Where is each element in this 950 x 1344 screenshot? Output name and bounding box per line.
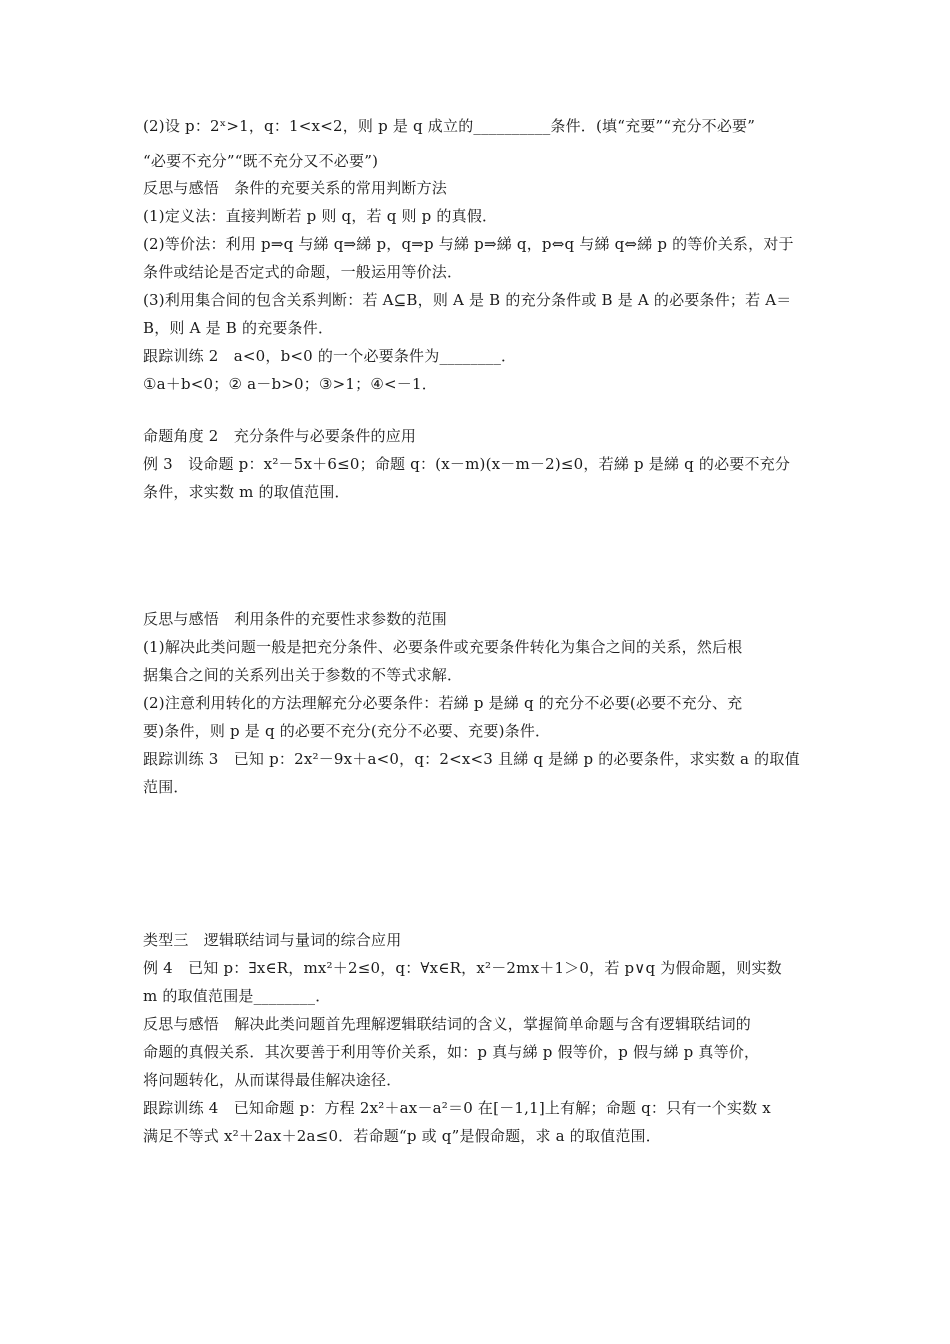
text-line: (2)设 p：2ˣ>1，q：1<x<2，则 p 是 q 成立的__________条件．(填“充要”“充分不必要”	[143, 117, 756, 135]
text-line: 要)条件，则 p 是 q 的必要不充分(充分不必要、充要)条件．	[143, 722, 551, 740]
text-line: 反思与感悟 利用条件的充要性求参数的范围	[143, 610, 448, 628]
text-line: 反思与感悟 解决此类问题首先理解逻辑联结词的含义，掌握简单命题与含有逻辑联结词的	[143, 1015, 752, 1033]
text-line: 据集合之间的关系列出关于参数的不等式求解．	[143, 666, 463, 684]
text-line: 范围．	[143, 778, 189, 796]
text-line: (2)注意利用转化的方法理解充分必要条件：若綈 p 是綈 q 的充分不必要(必要不充分、充	[143, 694, 743, 712]
text-line: 例 4 已知 p：∃x∈R，mx²＋2≤0，q：∀x∈R，x²－2mx＋1＞0，若 p∨q 为假命题，则实数	[143, 959, 782, 977]
text-line: B，则 A 是 B 的充要条件．	[143, 319, 334, 337]
text-line: m 的取值范围是________．	[143, 987, 331, 1005]
text-line: 跟踪训练 3 已知 p：2x²－9x＋a<0，q：2<x<3 且綈 q 是綈 p 的必要条件，求实数 a 的取值	[143, 750, 800, 768]
text-line: 条件或结论是否定式的命题，一般运用等价法．	[143, 263, 463, 281]
text-line: 跟踪训练 2 a<0，b<0 的一个必要条件为________．	[143, 347, 517, 365]
text-line: 命题的真假关系．其次要善于利用等价关系，如：p 真与綈 p 假等价，p 假与綈 p 真等价，	[143, 1043, 760, 1061]
section-heading: 类型三 逻辑联结词与量词的综合应用	[143, 931, 402, 949]
text-line: ①a＋b<0；② a－b>0；③>1；④<－1．	[143, 375, 437, 393]
text-line: 条件，求实数 m 的取值范围．	[143, 483, 350, 501]
text-line: 将问题转化，从而谋得最佳解决途径．	[143, 1071, 402, 1089]
text-line: (2)等价法：利用 p⇒q 与綈 q⇒綈 p，q⇒p 与綈 p⇒綈 q，p⇔q 与綈 q⇔綈 p 的等价关系，对于	[143, 235, 794, 253]
text-line: (1)解决此类问题一般是把充分条件、必要条件或充要条件转化为集合之间的关系，然后根	[143, 638, 743, 656]
text-line: 满足不等式 x²＋2ax＋2a≤0．若命题“p 或 q”是假命题，求 a 的取值范围．	[143, 1127, 661, 1145]
text-line: 跟踪训练 4 已知命题 p：方程 2x²＋ax－a²＝0 在[－1,1]上有解；命题 q：只有一个实数 x	[143, 1099, 771, 1117]
text-line: 反思与感悟 条件的充要关系的常用判断方法	[143, 179, 448, 197]
text-line: (3)利用集合间的包含关系判断：若 A⊆B，则 A 是 B 的充分条件或 B 是 A 的必要条件；若 A＝	[143, 291, 792, 309]
text-line: 例 3 设命题 p：x²－5x＋6≤0；命题 q：(x－m)(x－m－2)≤0，若綈 p 是綈 q 的必要不充分	[143, 455, 791, 473]
text-line: (1)定义法：直接判断若 p 则 q，若 q 则 p 的真假．	[143, 207, 498, 225]
text-line: “必要不充分”“既不充分又不必要”)	[143, 152, 379, 170]
section-heading: 命题角度 2 充分条件与必要条件的应用	[143, 427, 417, 445]
